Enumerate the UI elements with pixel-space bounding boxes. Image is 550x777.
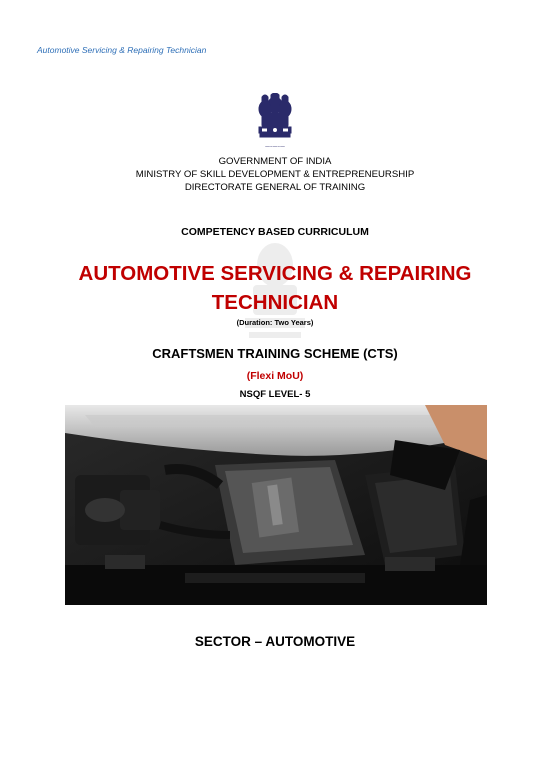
course-title-line2: TECHNICIAN: [211, 291, 339, 314]
curriculum-label: COMPETENCY BASED CURRICULUM: [181, 226, 369, 238]
government-line: GOVERNMENT OF INDIA: [218, 156, 332, 167]
ministry-line: MINISTRY OF SKILL DEVELOPMENT & ENTREPRENEURSHIP: [135, 169, 415, 180]
directorate-line: DIRECTORATE GENERAL OF TRAINING: [184, 182, 366, 193]
course-title-line1: AUTOMOTIVE SERVICING & REPAIRING: [78, 262, 472, 285]
government-block: [0, 155, 550, 194]
scheme-mode: (Flexi MoU): [246, 370, 304, 382]
national-emblem-icon: [254, 93, 296, 151]
course-title: [0, 259, 550, 317]
svg-text:—–—–—: —–—–—: [265, 144, 285, 150]
sector-label: SECTOR – AUTOMOTIVE: [194, 634, 356, 649]
running-header: Automotive Servicing & Repairing Technician: [37, 45, 207, 55]
nsqf-level: NSQF LEVEL- 5: [239, 389, 311, 400]
car-engine-bay-photo: [65, 405, 487, 605]
scheme-name: CRAFTSMEN TRAINING SCHEME (CTS): [152, 346, 398, 361]
duration-label: (Duration: Two Years): [236, 318, 314, 327]
